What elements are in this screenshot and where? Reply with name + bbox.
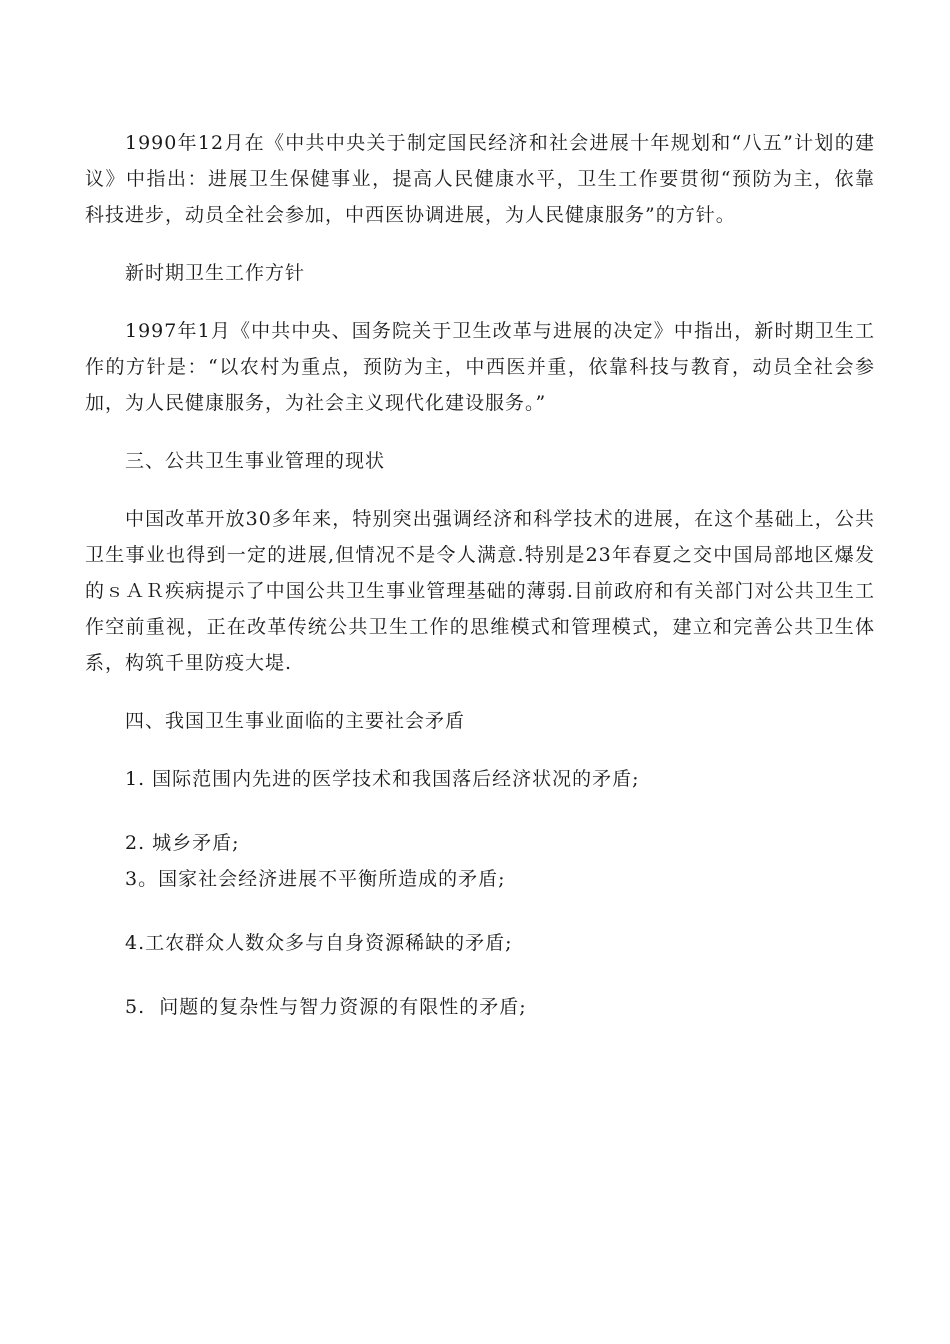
list-item-3: 3。国家社会经济进展不平衡所造成的矛盾; [125,868,506,890]
document-body [85,125,875,1053]
heading-new-era-policy: 新时期卫生工作方针 [125,262,306,284]
section-heading-3: 三、公共卫生事业管理的现状 [125,450,386,472]
list-item-4: 4.工农群众人数众多与自身资源稀缺的矛盾; [125,932,513,954]
list-item-5: 5. 问题的复杂性与智力资源的有限性的矛盾; [125,996,527,1018]
list-item-2: 2. 城乡矛盾; [125,832,240,854]
paragraph-1997-decision: 1997年1月《中共中央、国务院关于卫生改革与进展的决定》中指出，新时期卫生工作的方针是：“以农村为重点，预防为主，中西医并重，依靠科技与教育，动员全社会参加，为人民健康服务，为社会主义现代化建设服务。” [85,320,875,414]
section-heading-4: 四、我国卫生事业面临的主要社会矛盾 [125,710,466,732]
paragraph-current-status: 中国改革开放30多年来，特别突出强调经济和科学技术的进展，在这个基础上，公共卫生事业也得到一定的进展,但情况不是令人满意.特别是23年春夏之交中国局部地区爆发的ｓＡＲ疾病提示了中国公共卫生事业管理基础的薄弱.目前政府和有关部门对公共卫生工作空前重视，正在改革传统公共卫生工作的思维模式和管理模式，建立和完善公共卫生体系，构筑千里防疫大堤. [85,508,875,674]
list-item-1: 1. 国际范围内先进的医学技术和我国落后经济状况的矛盾; [125,768,640,790]
paragraph-1990-policy: 1990年12月在《中共中央关于制定国民经济和社会进展十年规划和“八五”计划的建议》中指出：进展卫生保健事业，提高人民健康水平，卫生工作要贯彻“预防为主，依靠科技进步，动员全社会参加，中西医协调进展，为人民健康服务”的方针。 [85,132,875,226]
